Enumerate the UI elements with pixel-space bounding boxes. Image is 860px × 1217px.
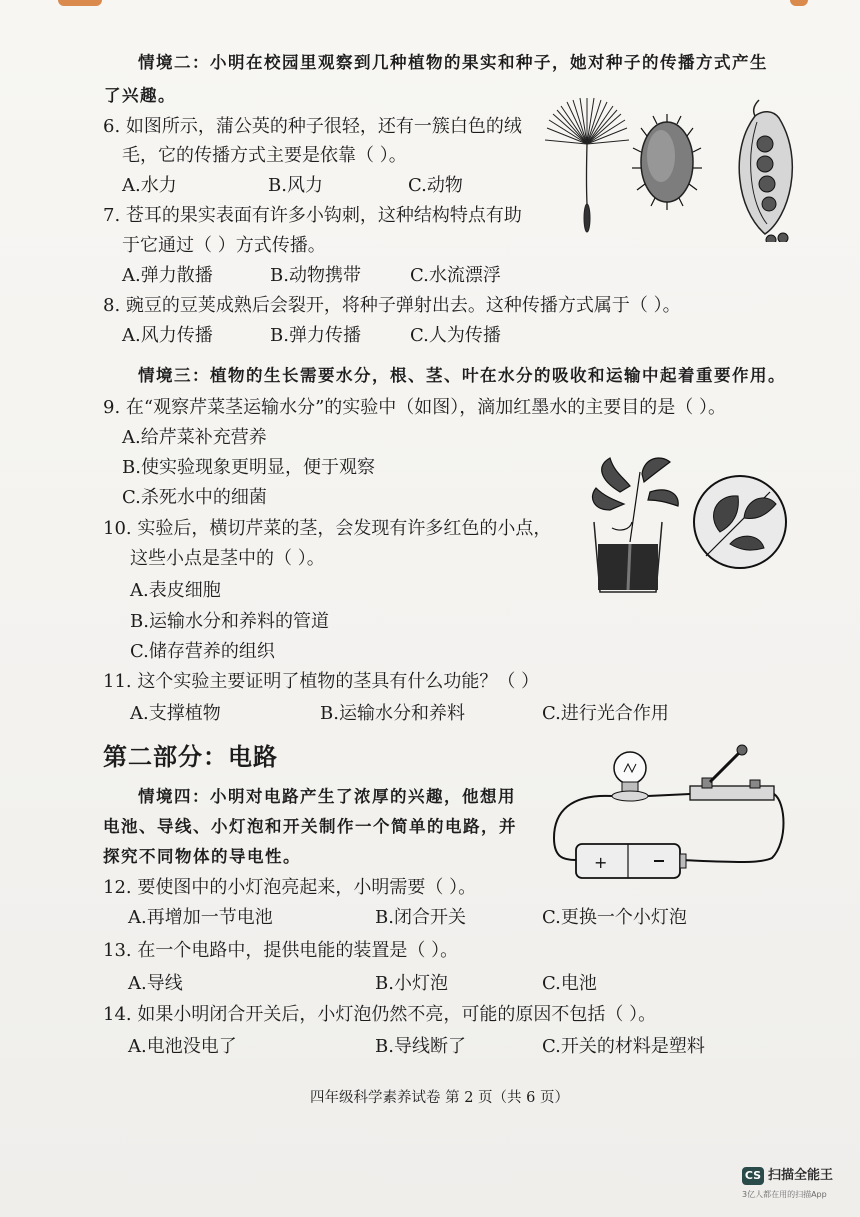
scene4-title: 情境四： bbox=[138, 787, 210, 806]
scene4-text-line2: 电池、导线、小灯泡和开关制作一个简单的电路，并 bbox=[103, 817, 517, 836]
part2-title: 第二部分：电路 bbox=[103, 743, 278, 771]
scene3-text: 植物的生长需要水分，根、茎、叶在水分的吸收和运输中起着重要作用。 bbox=[210, 366, 786, 385]
stem-cross-section-icon bbox=[694, 476, 786, 568]
scene2-title: 情境二： bbox=[138, 53, 210, 72]
celery-experiment-illustration bbox=[570, 452, 790, 602]
scanner-tagline: 3亿人都在用的扫描App bbox=[742, 1190, 827, 1199]
q14-option-b: B.导线断了 bbox=[375, 1036, 466, 1057]
q7-option-b: B.动物携带 bbox=[270, 265, 361, 286]
scene4-heading bbox=[138, 785, 516, 809]
celery-leaves-icon bbox=[592, 458, 678, 542]
q12-option-b: B.闭合开关 bbox=[375, 907, 466, 928]
q11-option-a: A.支撑植物 bbox=[130, 703, 221, 724]
q7-option-a: A.弹力散播 bbox=[122, 265, 213, 286]
q7-option-c: C.水流漂浮 bbox=[410, 265, 501, 286]
q10-option-b: B.运输水分和养料的管道 bbox=[130, 611, 329, 632]
q14-option-c: C.开关的材料是塑料 bbox=[542, 1036, 705, 1057]
q6-stem-line1: 6. 如图所示，蒲公英的种子很轻，还有一簇白色的绒 bbox=[103, 116, 522, 137]
q6-stem-line2: 毛，它的传播方式主要是依靠（ ）。 bbox=[122, 145, 407, 166]
scanner-logo: CS bbox=[742, 1167, 764, 1185]
q6-option-b: B.风力 bbox=[268, 175, 323, 196]
q7-stem-line2: 于它通过（ ）方式传播。 bbox=[122, 235, 326, 256]
q8-option-b: B.弹力传播 bbox=[270, 325, 361, 346]
scene3-heading bbox=[138, 364, 786, 388]
q12-stem: 12. 要使图中的小灯泡亮起来，小明需要（ ）。 bbox=[103, 877, 477, 898]
q12-option-a: A.再增加一节电池 bbox=[128, 907, 273, 928]
circuit-illustration bbox=[550, 742, 790, 892]
q6-option-c: C.动物 bbox=[408, 175, 463, 196]
q13-option-c: C.电池 bbox=[542, 973, 597, 994]
pea-pod-icon bbox=[739, 100, 792, 242]
switch-icon bbox=[690, 745, 774, 800]
q10-stem-line2: 这些小点是茎中的（ ）。 bbox=[130, 548, 325, 569]
scene3-title: 情境三： bbox=[138, 366, 210, 385]
beaker-icon bbox=[594, 522, 662, 592]
scanner-watermark bbox=[742, 1167, 854, 1207]
seed-dispersal-illustration bbox=[545, 92, 815, 242]
cocklebur-fruit-icon bbox=[632, 114, 702, 210]
q8-option-c: C.人为传播 bbox=[410, 325, 501, 346]
light-bulb-icon bbox=[612, 752, 648, 801]
dandelion-seed-icon bbox=[545, 98, 629, 232]
q10-option-a: A.表皮细胞 bbox=[130, 580, 221, 601]
q13-option-b: B.小灯泡 bbox=[375, 973, 448, 994]
q7-stem-line1: 7. 苍耳的果实表面有许多小钩刺，这种结构特点有助 bbox=[103, 205, 522, 226]
battery-plus-sign: + bbox=[594, 853, 608, 872]
scene2-text-cont: 了兴趣。 bbox=[104, 86, 176, 105]
q13-stem: 13. 在一个电路中，提供电能的装置是（ ）。 bbox=[103, 940, 459, 961]
corner-mark-right bbox=[790, 0, 808, 6]
q10-stem-line1: 10. 实验后，横切芹菜的茎，会发现有许多红色的小点， bbox=[103, 518, 552, 539]
q14-option-a: A.电池没电了 bbox=[128, 1036, 237, 1057]
q13-option-a: A.导线 bbox=[128, 973, 183, 994]
scene4-text: 小明对电路产生了浓厚的兴趣，他想用 bbox=[210, 787, 516, 806]
q14-stem: 14. 如果小明闭合开关后，小灯泡仍然不亮，可能的原因不包括（ ）。 bbox=[103, 1004, 657, 1025]
scene2-heading bbox=[138, 51, 768, 75]
q9-stem: 9. 在“观察芹菜茎运输水分”的实验中（如图），滴加红墨水的主要目的是（ ）。 bbox=[103, 397, 727, 418]
battery-icon bbox=[576, 844, 686, 878]
q11-option-b: B.运输水分和养料 bbox=[320, 703, 465, 724]
q9-option-a: A.给芹菜补充营养 bbox=[122, 427, 267, 448]
scanner-name: 扫描全能王 bbox=[768, 1168, 834, 1183]
q6-option-a: A.水力 bbox=[122, 175, 177, 196]
q12-option-c: C.更换一个小灯泡 bbox=[542, 907, 687, 928]
q10-option-c: C.储存营养的组织 bbox=[130, 641, 275, 662]
scene2-text: 小明在校园里观察到几种植物的果实和种子，她对种子的传播方式产生 bbox=[210, 53, 768, 72]
q11-option-c: C.进行光合作用 bbox=[542, 703, 669, 724]
scene4-text-line3: 探究不同物体的导电性。 bbox=[103, 847, 301, 866]
q8-option-a: A.风力传播 bbox=[122, 325, 213, 346]
q9-option-c: C.杀死水中的细菌 bbox=[122, 487, 267, 508]
q8-stem: 8. 豌豆的豆荚成熟后会裂开，将种子弹射出去。这种传播方式属于（ ）。 bbox=[103, 295, 681, 316]
q11-stem: 11. 这个实验主要证明了植物的茎具有什么功能？（ ） bbox=[103, 671, 540, 692]
page-footer: 四年级科学素养试卷 第 2 页（共 6 页） bbox=[310, 1090, 569, 1106]
corner-mark-left bbox=[58, 0, 102, 6]
q9-option-b: B.使实验现象更明显，便于观察 bbox=[122, 457, 375, 478]
